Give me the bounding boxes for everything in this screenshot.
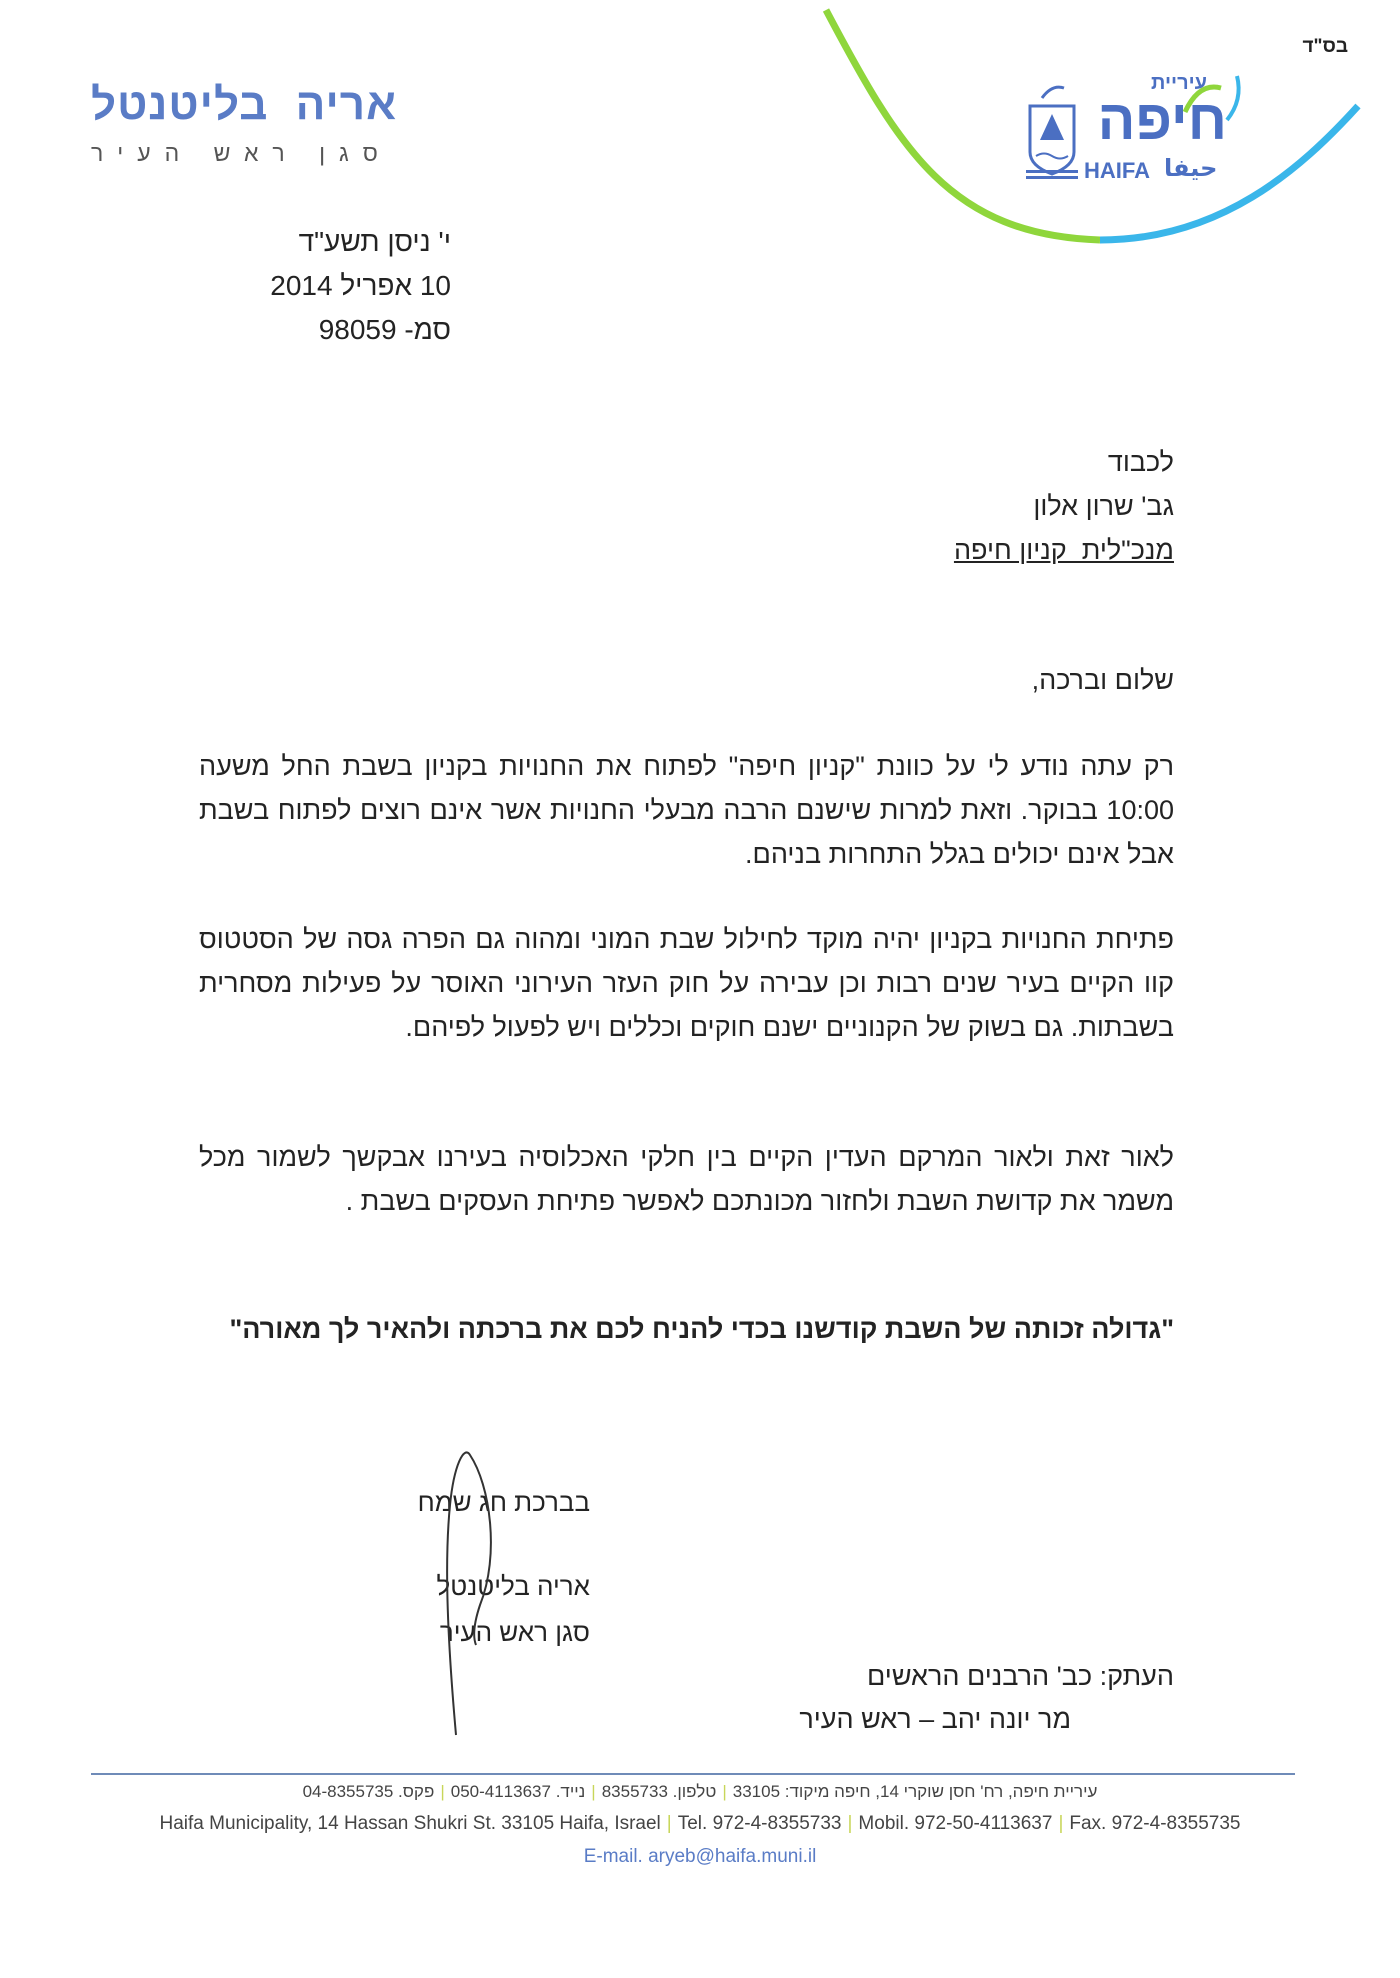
hebrew-date: י' ניסן תשע"ד xyxy=(298,226,451,257)
paragraph-2: פתיחת החנויות בקניון יהיה מוקד לחילול שבת המוני ומהוה גם הפרה גסה של הסטטוס קוו הקיים בעיר שנים רבות וכן עבירה על חוק העזר העירוני האוסר על פעילות מסחרית בשבתות. גם בשוק של הקנוניים ישנם חוקים וכללים ויש לפעול לפיהם. xyxy=(199,924,1174,1042)
signatory-title: סגן ראש העיר xyxy=(439,1617,590,1647)
paragraph-1: רק עתה נודע לי על כוונת "קניון חיפה" לפתוח את החנויות בקניון בשבת החל משעה 10:00 בבוקר. וזאת למרות שישנם הרבה מבעלי החנויות אשר אינם רוצים לפתוח בשבת אבל אינם יכולים בגלל התחרות בניהם. xyxy=(199,751,1174,869)
footer-email[interactable]: E-mail. aryeb@haifa.muni.il xyxy=(583,1846,817,1867)
signatory-name: אריה בליטנטל xyxy=(436,1571,590,1601)
logo-top-text: עיריית xyxy=(1151,72,1207,94)
closing-quote: "גדולה זכותה של השבת קודשנו בכדי להניח לכם את ברכתה ולהאיר לך מאורה" xyxy=(229,1314,1174,1344)
haifa-emblem-icon xyxy=(1022,78,1082,182)
cc-line-1: העתק: כב' הרבנים הראשים xyxy=(867,1661,1174,1691)
footer-hebrew-phone: טלפון. 8355733 xyxy=(601,1782,717,1801)
footer-english: Haifa Municipality, 14 Hassan Shukri St. 33105 Haifa, Israel | Tel. 972-4-8355733 | Mobil. 972-50-4113637 | Fax. 972-4-8355735 xyxy=(159,1813,1241,1834)
footer-english-fax: Fax. 972-4-8355735 xyxy=(1069,1813,1241,1834)
bsd-mark: בס"ד xyxy=(1302,36,1348,57)
addressee-name: גב' שרון אלון xyxy=(1033,491,1174,521)
addressee-honorific: לכבוד xyxy=(1107,447,1174,477)
gregorian-date: 10 אפריל 2014 xyxy=(270,270,451,301)
footer-english-phone: Tel. 972-4-8355733 xyxy=(677,1813,842,1834)
footer-english-mobile: Mobil. 972-50-4113637 xyxy=(858,1813,1053,1834)
greeting: שלום וברכה, xyxy=(1031,665,1174,695)
closing-blessing: בברכת חג שמח xyxy=(417,1487,590,1517)
logo-latin-text: HAIFA xyxy=(1084,158,1150,183)
sender-title: סגן ראש העיר xyxy=(91,140,392,166)
footer-hebrew-mobile: נייד. 050-4113637 xyxy=(450,1782,586,1801)
footer-english-address: Haifa Municipality, 14 Hassan Shukri St. 33105 Haifa, Israel xyxy=(159,1813,661,1834)
cc-line-2: מר יונה יהב – ראש העיר xyxy=(799,1704,1071,1734)
addressee-role: מנכ"לית קניון חיפה xyxy=(953,535,1174,565)
sender-name: אריה בליטנטל xyxy=(91,80,398,129)
footer-divider xyxy=(91,1773,1295,1775)
logo-main-text: חיפה xyxy=(1097,88,1227,151)
footer-hebrew-fax: פקס. 04-8355735 xyxy=(302,1782,435,1801)
footer-hebrew-address: עיריית חיפה, רח' חסן שוקרי 14, חיפה מיקוד: 33105 xyxy=(732,1782,1098,1801)
reference-number: סמ- 98059 xyxy=(318,314,451,345)
haifa-municipality-logo xyxy=(1022,72,1247,183)
footer-hebrew: עיריית חיפה, רח' חסן שוקרי 14, חיפה מיקוד: 33105|טלפון. 8355733|נייד. 050-4113637|פקס. 04-8355735 xyxy=(302,1782,1098,1801)
paragraph-3: לאור זאת ולאור המרקם העדין הקיים בין חלקי האכלוסיה בעירנו אבקשך לשמור מכל משמר את קדושת השבת ולחזור מכונתכם לאפשר פתיחת העסקים בשבת . xyxy=(199,1142,1174,1216)
handwritten-signature xyxy=(420,1445,540,1745)
logo-arabic-text: حيفا xyxy=(1164,155,1218,182)
logo-arc-icon xyxy=(1177,72,1247,132)
